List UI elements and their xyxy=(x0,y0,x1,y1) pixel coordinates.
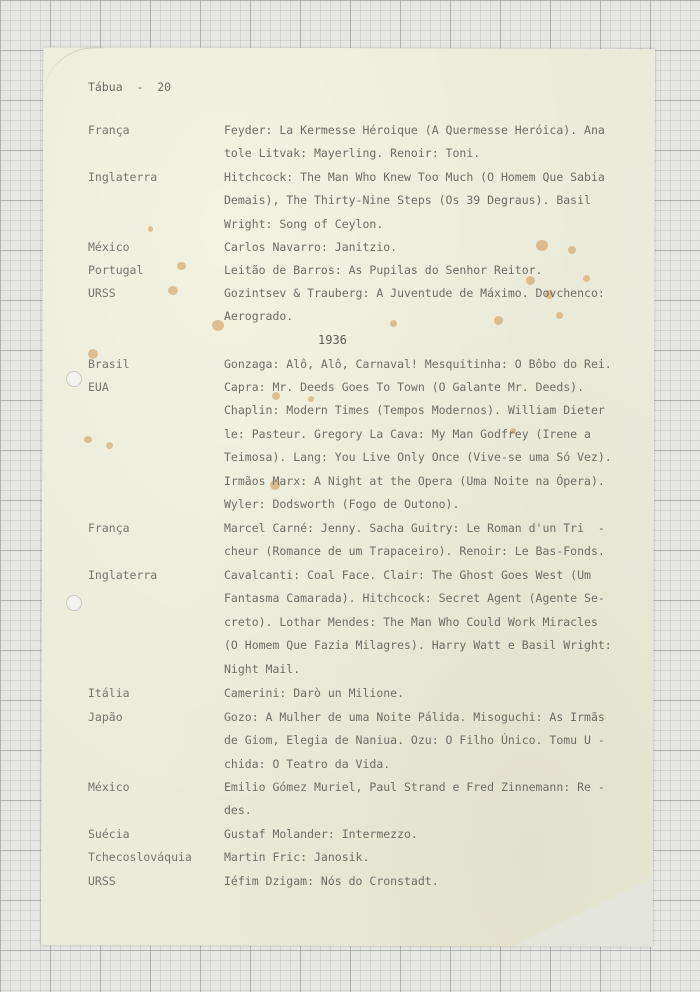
foxing-stain xyxy=(568,246,576,254)
entry-text-line: Gustaf Molander: Intermezzo. xyxy=(224,827,418,841)
entry-text-line: Wyler: Dodsworth (Fogo de Outono). xyxy=(224,497,460,511)
entry-text-line: Chaplin: Modern Times (Tempos Modernos). William Dieter xyxy=(224,403,605,418)
entry-country: Itália xyxy=(88,686,130,700)
punch-hole xyxy=(66,371,82,387)
entry-text-line: Wright: Song of Ceylon. xyxy=(224,216,384,231)
foxing-stain xyxy=(526,276,535,285)
entry-text-line: le: Pasteur. Gregory La Cava: My Man Godfrey (Irene a xyxy=(224,426,591,441)
foxing-stain xyxy=(212,320,224,331)
entry-country: França xyxy=(88,123,130,137)
entry-text-line: Irmãos Marx: A Night at the Opera (Uma Noite na Ópera). xyxy=(224,473,605,488)
entry-text-line: Cavalcanti: Coal Face. Clair: The Ghost Goes West (Um xyxy=(224,568,591,582)
foxing-stain xyxy=(168,286,178,295)
foxing-stain xyxy=(556,312,563,319)
entry-country: Portugal xyxy=(88,263,144,277)
entry-country: Inglaterra xyxy=(88,568,158,582)
entry-text-line: creto). Lothar Mendes: The Man Who Could Work Miracles xyxy=(224,614,598,629)
entry-text-line: Gonzaga: Alô, Alô, Carnaval! Mesquitinha: O Bôbo do Rei. xyxy=(224,357,612,371)
entry-country: Inglaterra xyxy=(88,170,158,184)
year-heading: 1936 xyxy=(318,333,347,347)
foxing-stain xyxy=(308,396,314,402)
entry-text-line: Night Mail. xyxy=(224,661,301,676)
folded-corner xyxy=(513,876,653,946)
entry-text-line: Teimosa). Lang: You Live Only Once (Vive-se uma Só Vez). xyxy=(224,450,612,465)
entry-text-line: Fantasma Camarada). Hitchcock: Secret Agent (Agente Se- xyxy=(224,591,605,606)
foxing-stain xyxy=(536,240,548,251)
entry-country: EUA xyxy=(88,380,109,394)
foxing-stain xyxy=(583,275,590,282)
entry-country: Brasil xyxy=(88,357,130,371)
entry-country: URSS xyxy=(88,286,116,300)
foxing-stain xyxy=(148,226,153,232)
entry-text-line: Camerini: Darò un Milione. xyxy=(224,686,405,700)
entry-text-line: Leitão de Barros: As Pupilas do Senhor Reitor. xyxy=(224,263,543,277)
entry-country: URSS xyxy=(88,874,116,888)
foxing-stain xyxy=(84,436,92,443)
entry-text-line: de Giom, Elegia de Naniua. Ozu: O Filho Único. Tomu U - xyxy=(224,733,605,748)
entry-country: Suécia xyxy=(88,827,130,841)
entry-text-line: (O Homem Que Fazia Milagres). Harry Watt e Basil Wright: xyxy=(224,638,612,653)
entry-country: México xyxy=(88,240,130,254)
entry-text-line: Carlos Navarro: Janitzio. xyxy=(224,240,398,254)
entry-text-line: Hitchcock: The Man Who Knew Too Much (O Homem Que Sabia xyxy=(224,170,605,184)
table-title: Tábua - 20 xyxy=(88,80,172,94)
entry-text-line: chida: O Teatro da Vida. xyxy=(224,756,391,771)
entry-text-line: Emilio Gómez Muriel, Paul Strand e Fred Zinnemann: Re - xyxy=(224,780,605,794)
entry-text-line: Gozo: A Mulher de uma Noite Pálida. Misoguchi: As Irmãs xyxy=(224,710,605,724)
entry-text-line: cheur (Romance de um Trapaceiro). Renoir: Le Bas-Fonds. xyxy=(224,544,605,559)
entry-text-line: Gozintsev & Trauberg: A Juventude de Máximo. Dovchenco: xyxy=(224,286,605,300)
entry-country: Tchecoslováquia xyxy=(88,850,192,864)
foxing-stain xyxy=(390,320,397,327)
entry-text-line: Demais), The Thirty-Nine Steps (Os 39 Degraus). Basil xyxy=(224,193,591,208)
entry-text-line: tole Litvak: Mayerling. Renoir: Toni. xyxy=(224,146,481,161)
entry-text-line: Capra: Mr. Deeds Goes To Town (O Galante Mr. Deeds). xyxy=(224,380,585,394)
entry-text-line: des. xyxy=(224,803,252,818)
foxing-stain xyxy=(106,442,113,449)
entry-text-line: Aerogrado. xyxy=(224,309,294,324)
entry-text-line: Feyder: La Kermesse Héroique (A Quermesse Heróica). Ana xyxy=(224,123,605,137)
entry-country: México xyxy=(88,780,130,794)
entry-text-line: Martin Fric: Janosik. xyxy=(224,850,370,864)
entry-country: França xyxy=(88,521,130,535)
entry-country: Japão xyxy=(88,710,123,724)
entry-text-line: Marcel Carné: Jenny. Sacha Guitry: Le Roman d'un Tri - xyxy=(224,521,605,535)
entry-text-line: Iéfim Dzigam: Nós do Cronstadt. xyxy=(224,874,439,888)
foxing-stain xyxy=(177,262,186,270)
punch-hole xyxy=(66,595,82,611)
foxing-stain xyxy=(494,316,503,325)
